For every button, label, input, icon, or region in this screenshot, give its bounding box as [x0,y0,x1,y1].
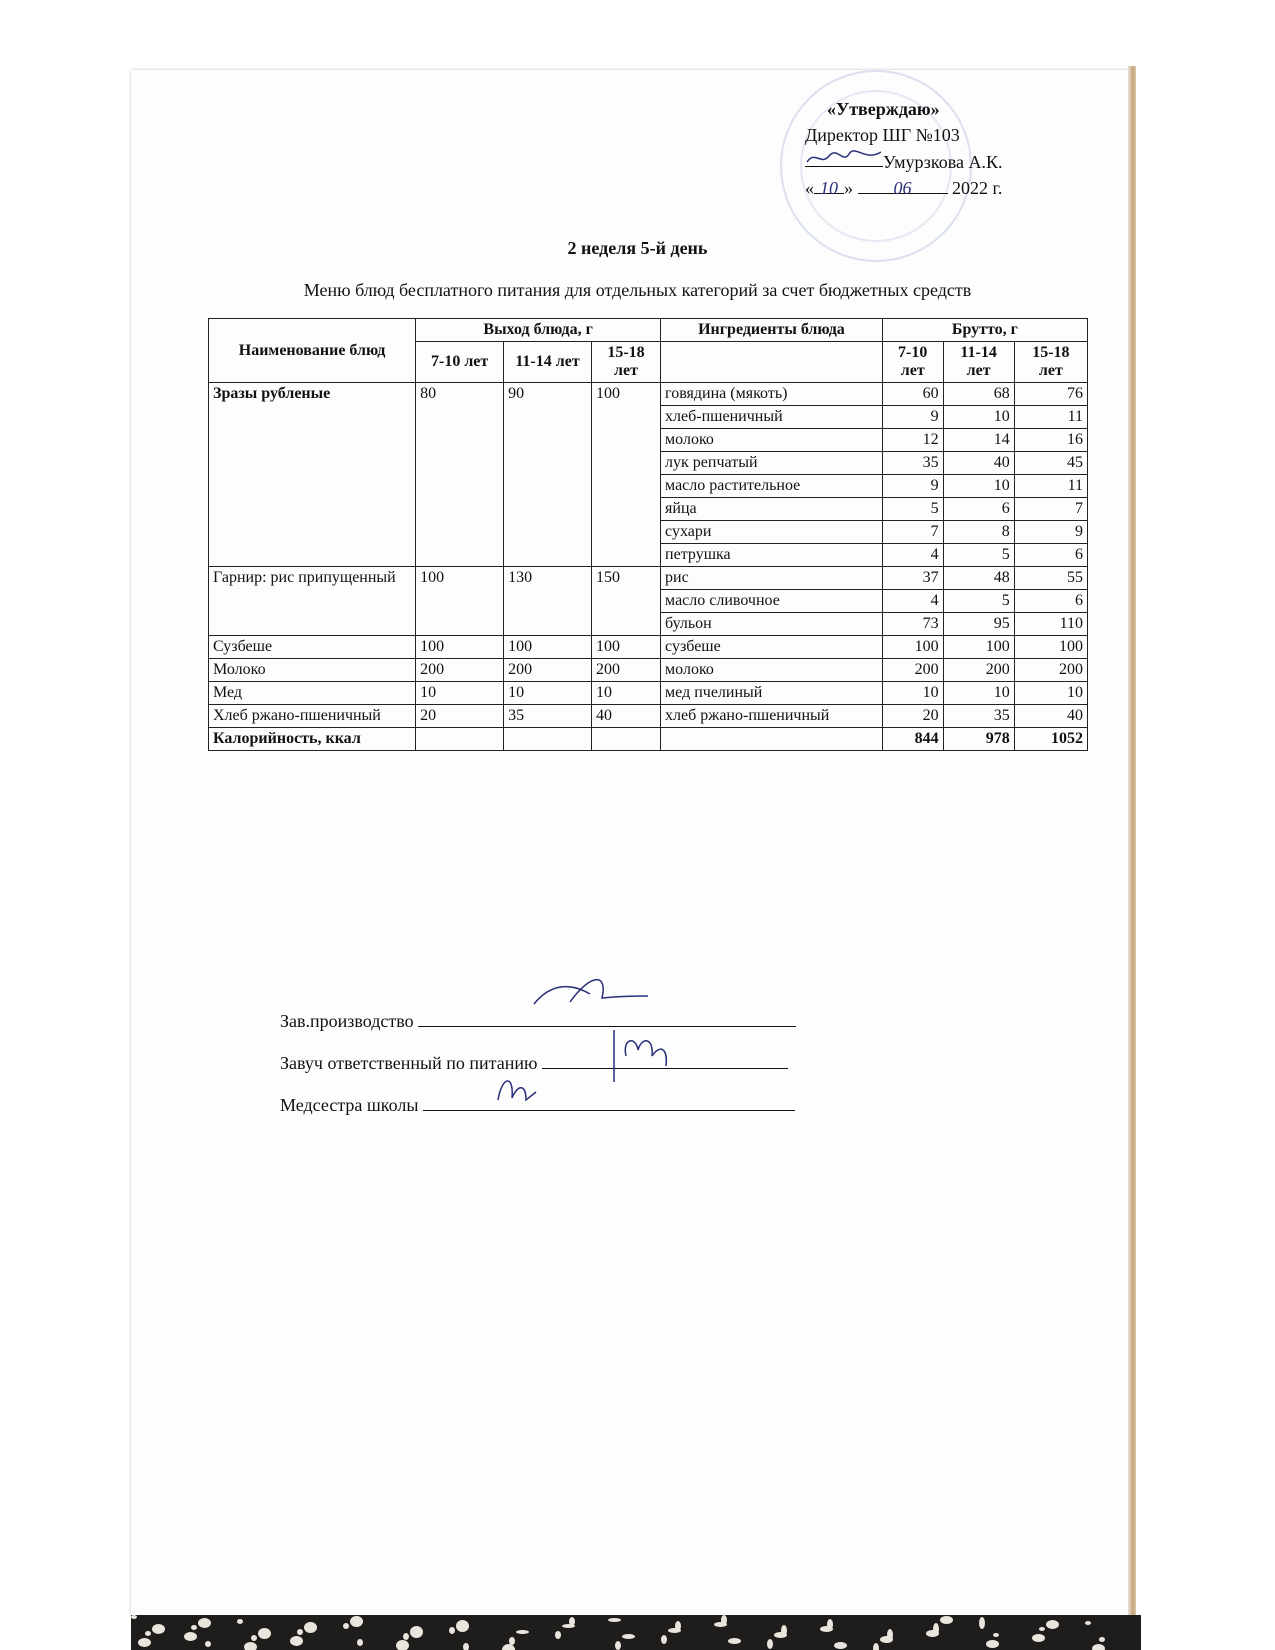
ingredient-brutto-cell: 200 [943,659,1014,682]
ingredient-brutto-cell: 10 [943,682,1014,705]
ingredient-brutto-cell: 6 [1014,590,1087,613]
ingredient-name-cell: молоко [661,429,883,452]
table-row [209,682,1088,705]
ingredient-brutto-cell: 6 [1014,544,1087,567]
menu-table-body [209,383,1088,751]
fabric-dot [873,1643,879,1650]
total-value-cell: 1052 [1014,728,1087,751]
dish-yield-cell: 90 [504,383,592,567]
ingredient-name-cell: петрушка [661,544,883,567]
fabric-dot [410,1626,423,1638]
dish-name-cell: Хлеб ржано-пшеничный [209,705,416,728]
fabric-dot [834,1642,847,1649]
ingredient-brutto-cell: 9 [882,475,943,498]
header-brutto-age-7-10: 7-10 лет [882,342,943,383]
fabric-dot [350,1616,363,1627]
ingredient-name-cell: говядина (мякоть) [661,383,883,406]
fabric-dot [781,1625,787,1636]
header-yield-age-15-18: 15-18 лет [591,342,660,383]
ingredient-name-cell: хлеб-пшеничный [661,406,883,429]
signature-line-nurse [423,1092,795,1111]
approval-name: Умурзкова А.К. [883,152,1003,172]
fabric-dot [198,1618,211,1628]
header-brutto: Брутто, г [882,319,1087,342]
ingredient-brutto-cell: 6 [943,498,1014,521]
signature-row-production [280,1000,796,1042]
ingredient-brutto-cell: 9 [882,406,943,429]
approval-position: Директор ШГ №103 [805,125,960,145]
fabric-dot [145,1631,151,1636]
total-empty-cell [661,728,883,751]
fabric-dot [979,1617,985,1629]
fabric-dot [1046,1620,1059,1629]
fabric-dot [205,1641,211,1647]
dish-yield-cell: 100 [416,636,504,659]
signature-row-nurse [280,1084,796,1126]
header-dish-name: Наименование блюд [209,319,416,383]
date-day: 10 [814,175,844,194]
dish-yield-cell: 10 [504,682,592,705]
ingredient-name-cell: лук репчатый [661,452,883,475]
ingredient-brutto-cell: 5 [943,590,1014,613]
dish-yield-cell: 40 [591,705,660,728]
fabric-dot [1085,1621,1091,1625]
ingredient-brutto-cell: 68 [943,383,1014,406]
header-ingredients: Ингредиенты блюда [661,319,883,342]
fabric-dot [191,1625,197,1630]
total-empty-cell [504,728,592,751]
ingredient-brutto-cell: 12 [882,429,943,452]
ingredient-brutto-cell: 10 [943,406,1014,429]
dish-yield-cell: 80 [416,383,504,567]
ingredient-brutto-cell: 76 [1014,383,1087,406]
dish-yield-cell: 10 [416,682,504,705]
fabric-dot [297,1629,303,1635]
ingredient-brutto-cell: 5 [882,498,943,521]
signature-label-head-teacher: Завуч ответственный по питанию [280,1053,538,1073]
ingredient-name-cell: сухари [661,521,883,544]
fabric-dot [244,1642,257,1650]
header-brutto-age-11-14: 11-14 лет [943,342,1014,383]
total-row [209,728,1088,751]
dish-yield-cell: 200 [591,659,660,682]
fabric-dot [569,1617,575,1626]
fabric-dot [343,1623,349,1629]
header-ingredients-blank [661,342,883,383]
header-yield-age-7-10: 7-10 лет [416,342,504,383]
total-label-cell: Калорийность, ккал [209,728,416,751]
fabric-dot [933,1623,939,1635]
fabric-dot [463,1643,469,1650]
header-yield-age-11-14: 11-14 лет [504,342,592,383]
date-year: 2022 г. [952,178,1003,198]
fabric-dot [555,1631,561,1639]
date-open-quote: « [805,178,814,198]
ingredient-brutto-cell: 48 [943,567,1014,590]
ingredient-brutto-cell: 7 [1014,498,1087,521]
ingredient-name-cell: рис [661,567,883,590]
dish-name-cell: Мед [209,682,416,705]
fabric-dot [622,1634,635,1639]
director-signature-scribble [805,148,883,168]
fabric-dot [290,1636,303,1646]
fabric-dot [502,1644,515,1650]
header-brutto-age-15-18: 15-18 лет [1014,342,1087,383]
ingredient-brutto-cell: 20 [882,705,943,728]
fabric-dot [1099,1637,1105,1642]
ingredient-brutto-cell: 110 [1014,613,1087,636]
ingredient-brutto-cell: 100 [882,636,943,659]
signature-scribble-head-teacher [606,1026,676,1086]
fabric-dot [661,1635,667,1644]
fabric-dot [304,1622,317,1633]
dish-yield-cell: 100 [504,636,592,659]
dish-yield-cell: 150 [591,567,660,636]
ingredient-name-cell: масло растительное [661,475,883,498]
document-subtitle: Меню блюд бесплатного питания для отдельных категорий за счет бюджетных средств [303,280,972,300]
fabric-dot [403,1633,409,1640]
fabric-dot [728,1638,741,1644]
dish-name-cell: Гарнир: рис припущенный [209,567,416,636]
ingredient-name-cell: яйца [661,498,883,521]
ingredient-brutto-cell: 37 [882,567,943,590]
total-value-cell: 844 [882,728,943,751]
ingredient-brutto-cell: 45 [1014,452,1087,475]
ingredient-name-cell: хлеб ржано-пшеничный [661,705,883,728]
ingredient-brutto-cell: 14 [943,429,1014,452]
dish-yield-cell: 100 [591,636,660,659]
total-value-cell: 978 [943,728,1014,751]
fabric-dot [1032,1634,1045,1642]
fabric-dot [237,1619,243,1624]
fabric-dot [152,1624,165,1634]
ingredient-brutto-cell: 100 [1014,636,1087,659]
ingredient-brutto-cell: 95 [943,613,1014,636]
fabric-dot [516,1630,529,1634]
ingredient-brutto-cell: 55 [1014,567,1087,590]
date-close-quote: » [844,178,853,198]
ingredient-brutto-cell: 7 [882,521,943,544]
ingredient-brutto-cell: 10 [1014,682,1087,705]
fabric-dot [456,1620,469,1632]
ingredient-brutto-cell: 35 [943,705,1014,728]
ingredient-name-cell: мед пчелиный [661,682,883,705]
document-page [131,70,1133,1615]
signature-label-nurse: Медсестра школы [280,1095,419,1115]
fabric-dot [767,1639,773,1649]
approval-date [805,175,1085,201]
ingredient-brutto-cell: 35 [882,452,943,475]
ingredient-name-cell: сузбеше [661,636,883,659]
document-title: 2 неделя 5-й день [567,238,708,258]
dish-yield-cell: 35 [504,705,592,728]
approval-title: «Утверждаю» [827,99,940,119]
ingredient-brutto-cell: 40 [943,452,1014,475]
total-empty-cell [416,728,504,751]
fabric-dot [357,1639,363,1646]
fabric-dot [993,1633,999,1637]
signatures-block [280,1000,796,1126]
dish-yield-cell: 100 [591,383,660,567]
fabric-dot [184,1632,197,1641]
fabric-dot [251,1635,257,1641]
dish-yield-cell: 100 [416,567,504,636]
ingredient-brutto-cell: 10 [882,682,943,705]
fabric-dot [138,1638,151,1647]
ingredient-brutto-cell: 5 [943,544,1014,567]
ingredient-brutto-cell: 8 [943,521,1014,544]
table-row [209,705,1088,728]
signature-scribble-nurse [492,1070,542,1110]
dish-yield-cell: 200 [504,659,592,682]
ingredient-brutto-cell: 9 [1014,521,1087,544]
fabric-dot [986,1640,999,1648]
table-row [209,383,1088,406]
total-empty-cell [591,728,660,751]
ingredient-brutto-cell: 11 [1014,406,1087,429]
table-row [209,659,1088,682]
fabric-dot [1092,1644,1105,1650]
table-row [209,636,1088,659]
fabric-dot [675,1621,681,1631]
fabric-dot [721,1615,727,1625]
dish-name-cell: Зразы рубленые [209,383,416,567]
header-yield: Выход блюда, г [416,319,661,342]
table-row [209,567,1088,590]
ingredient-name-cell: молоко [661,659,883,682]
ingredient-brutto-cell: 60 [882,383,943,406]
ingredient-brutto-cell: 200 [1014,659,1087,682]
dish-yield-cell: 130 [504,567,592,636]
ingredient-brutto-cell: 4 [882,544,943,567]
approval-signature-line [805,148,1085,175]
fabric-dot [887,1629,893,1641]
ingredient-brutto-cell: 4 [882,590,943,613]
fabric-dot [449,1627,455,1634]
fabric-dot [615,1641,621,1650]
ingredient-name-cell: масло сливочное [661,590,883,613]
background-fabric [131,1615,1141,1650]
fabric-dot [608,1618,621,1622]
ingredient-brutto-cell: 73 [882,613,943,636]
dish-name-cell: Молоко [209,659,416,682]
fabric-dot [827,1619,833,1630]
fabric-dot [1039,1627,1045,1631]
ingredient-brutto-cell: 200 [882,659,943,682]
ingredient-brutto-cell: 16 [1014,429,1087,452]
approval-block [805,96,1085,201]
dish-yield-cell: 200 [416,659,504,682]
ingredient-brutto-cell: 100 [943,636,1014,659]
fabric-dot [131,1615,137,1619]
fabric-dot [940,1616,953,1624]
date-month: 06 [858,175,948,194]
fabric-dot [258,1628,271,1639]
ingredient-brutto-cell: 10 [943,475,1014,498]
ingredient-name-cell: бульон [661,613,883,636]
dish-yield-cell: 20 [416,705,504,728]
menu-table [208,318,1088,751]
ingredient-brutto-cell: 11 [1014,475,1087,498]
fabric-dot [396,1640,409,1650]
signature-label-production: Зав.производство [280,1011,414,1031]
ingredient-brutto-cell: 40 [1014,705,1087,728]
director-signature [805,148,883,167]
dish-name-cell: Сузбеше [209,636,416,659]
fabric-dot [509,1637,515,1645]
signature-scribble-production [530,974,650,1014]
dish-yield-cell: 10 [591,682,660,705]
